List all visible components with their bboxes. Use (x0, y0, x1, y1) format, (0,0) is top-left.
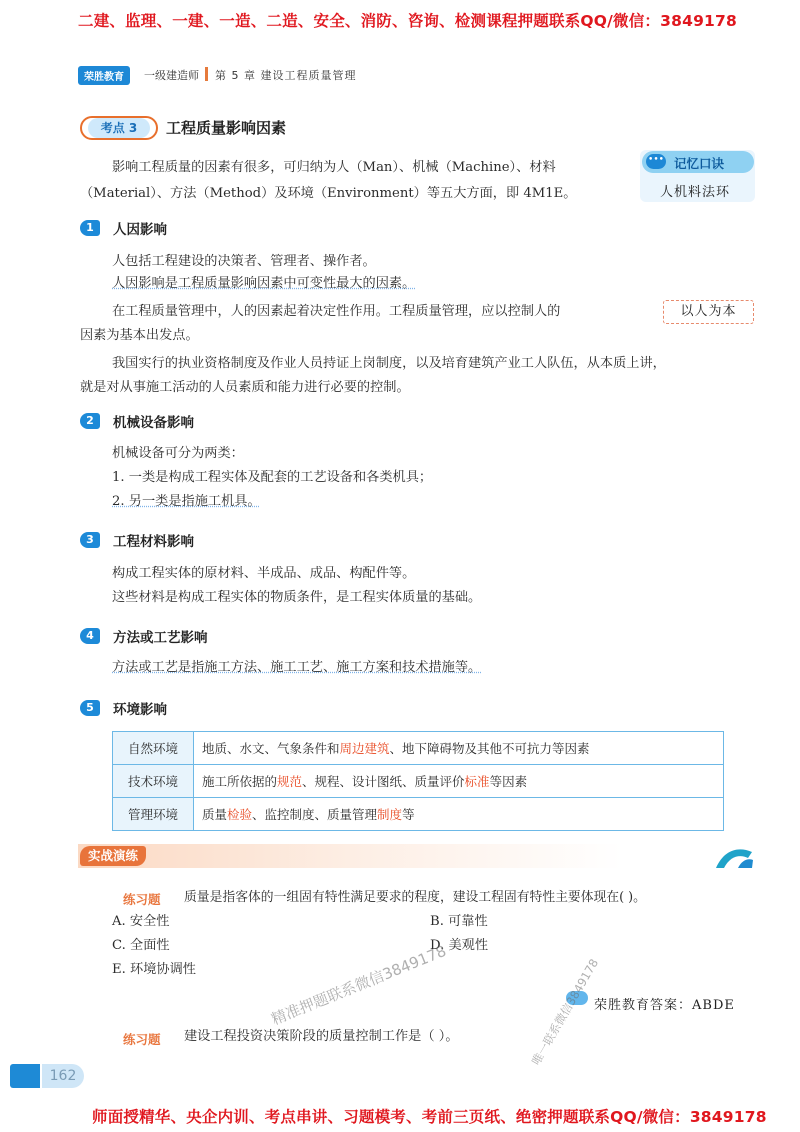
exercise-question-2: 建设工程投资决策阶段的质量控制工作是（ ）。 (184, 1029, 459, 1044)
table-key-cell: 自然环境 (113, 732, 194, 765)
s1-para-4b: 就是对从事施工活动的人员素质和能力进行必要的控制。 (80, 380, 410, 395)
page-tab (10, 1064, 40, 1088)
publisher-logo: 荣胜教育 (78, 66, 130, 85)
section-title-2: 机械设备影响 (113, 415, 194, 431)
environment-table (112, 731, 724, 831)
option-e: E. 环境协调性 (112, 962, 196, 977)
option-a: A. 安全性 (112, 914, 170, 929)
s1-para-3a: 在工程质量管理中，人的因素起着决定性作用。工程质量管理，应以控制人的 (112, 304, 561, 319)
s4-para-1: 方法或工艺是指施工方法、施工工艺、施工方案和技术措施等。 (112, 660, 482, 675)
practice-tag: 实战演练 (80, 846, 146, 866)
table-row (113, 732, 724, 765)
section-title-5: 环境影响 (113, 702, 167, 718)
section-number-3: 3 (80, 532, 100, 548)
promo-banner-top: 二建、监理、一建、一造、二造、安全、消防、咨询、检测课程押题联系QQ/微信：3849178 (78, 12, 738, 30)
page-number: 162 (42, 1064, 84, 1088)
kaodian-title: 工程质量影响因素 (166, 119, 287, 137)
table-row (113, 798, 724, 831)
intro-line-1: 影响工程质量的因素有很多，可归纳为人（Man）、机械（Machine）、材料 (112, 160, 556, 175)
s1-para-1: 人包括工程建设的决策者、管理者、操作者。 (112, 254, 376, 269)
exercise-label-2: 练习题 (123, 1032, 161, 1047)
side-note-box: 以人为本 (663, 300, 754, 324)
section-title-1: 人因影响 (113, 222, 167, 238)
swoosh-decoration-icon (714, 844, 754, 870)
book-series: 一级建造师 (144, 69, 199, 82)
table-key-cell: 技术环境 (113, 765, 194, 798)
s1-para-2: 人因影响是工程质量影响因素中可变性最大的因素。 (112, 276, 416, 291)
memory-text: 人机料法环 (660, 185, 731, 200)
s2-para-2: 1. 一类是构成工程实体及配套的工艺设备和各类机具； (112, 470, 433, 485)
header-divider (205, 67, 208, 81)
memory-label: 记忆口诀 (674, 156, 725, 171)
s2-para-3: 2. 另一类是指施工机具。 (112, 494, 261, 509)
watermark-2: 唯一联系微信3849178 (528, 956, 602, 1068)
section-number-2: 2 (80, 413, 100, 429)
table-value-cell: 质量检验、监控制度、质量管理制度等 (194, 798, 724, 831)
section-number-4: 4 (80, 628, 100, 644)
answer-text: 荣胜教育答案：ABDE (594, 998, 735, 1013)
kaodian-badge: 考点 3 (88, 118, 150, 138)
table-row (113, 765, 724, 798)
table-value-cell: 地质、水文、气象条件和周边建筑、地下障碍物及其他不可抗力等因素 (194, 732, 724, 765)
practice-band (78, 844, 758, 868)
intro-line-2: （Material）、方法（Method）及环境（Environment）等五大方面，即 4M1E。 (80, 186, 577, 201)
exercise-question-1: 质量是指客体的一组固有特性满足要求的程度，建设工程固有特性主要体现在( )。 (184, 890, 646, 905)
section-number-5: 5 (80, 700, 100, 716)
option-c: C. 全面性 (112, 938, 170, 953)
section-title-4: 方法或工艺影响 (113, 630, 208, 646)
speech-bubble-icon: ••• (646, 154, 666, 169)
section-number-1: 1 (80, 220, 100, 236)
exercise-label-1: 练习题 (123, 892, 161, 907)
option-b: B. 可靠性 (430, 914, 488, 929)
s2-para-1: 机械设备可分为两类： (112, 446, 244, 461)
s3-para-2: 这些材料是构成工程实体的物质条件，是工程实体质量的基础。 (112, 590, 482, 605)
watermark-1: 精准押题联系微信3849178 (268, 941, 449, 1029)
promo-banner-bottom: 师面授精华、央企内训、考点串讲、习题模考、考前三页纸、绝密押题联系QQ/微信：3849178 (92, 1108, 767, 1126)
table-value-cell: 施工所依据的规范、规程、设计图纸、质量评价标准等因素 (194, 765, 724, 798)
table-key-cell: 管理环境 (113, 798, 194, 831)
option-d: D. 美观性 (430, 938, 489, 953)
s1-para-4a: 我国实行的执业资格制度及作业人员持证上岗制度，以及培育建筑产业工人队伍，从本质上讲， (112, 356, 666, 371)
chapter-title: 第 5 章 建设工程质量管理 (215, 69, 357, 82)
s3-para-1: 构成工程实体的原材料、半成品、成品、构配件等。 (112, 566, 416, 581)
section-title-3: 工程材料影响 (113, 534, 194, 550)
s1-para-3b: 因素为基本出发点。 (80, 328, 199, 343)
